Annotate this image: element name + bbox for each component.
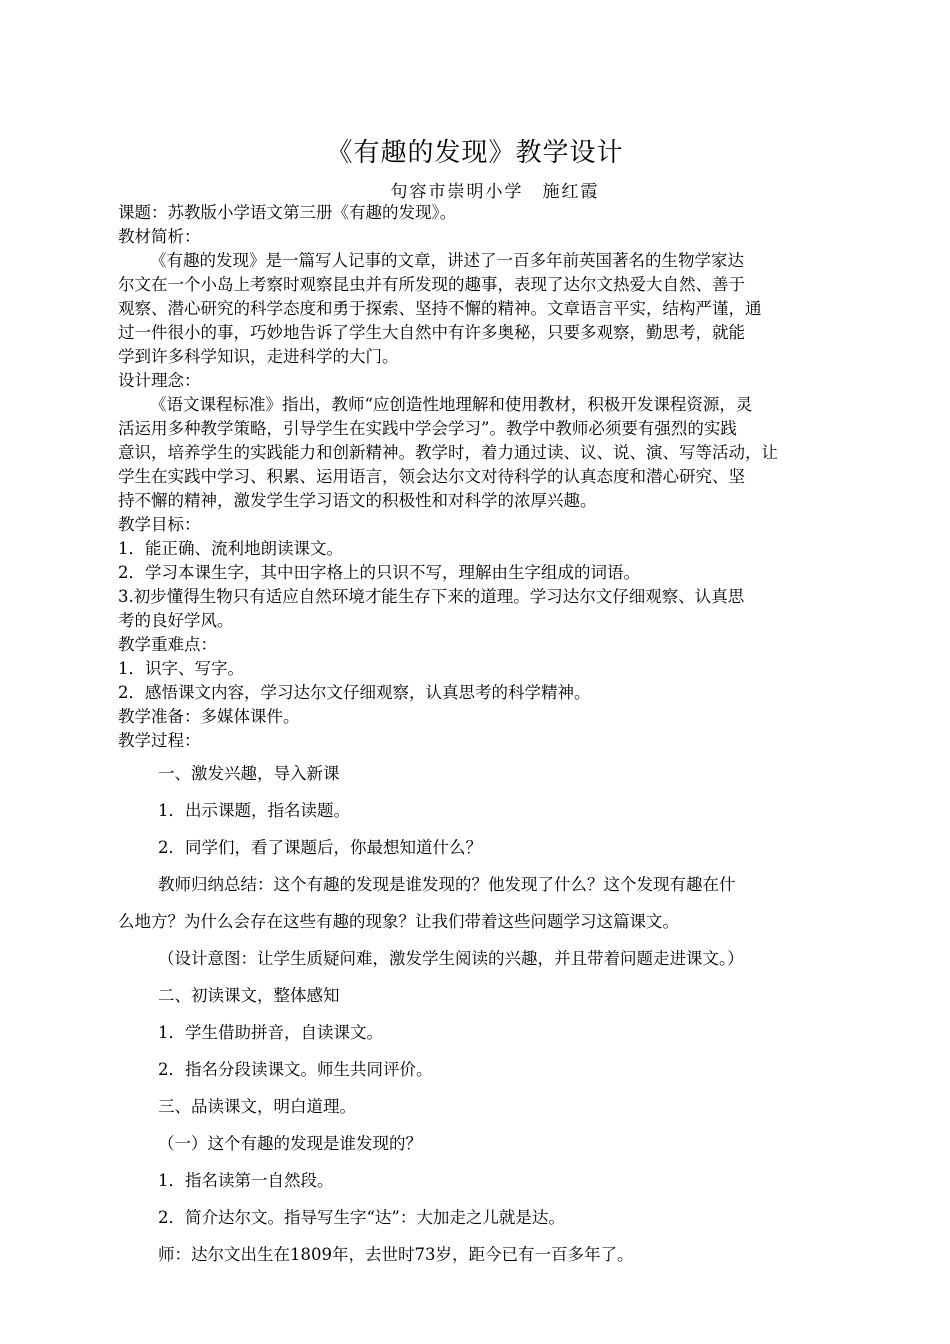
text-line: 一、激发兴趣，导入新课	[158, 764, 340, 783]
text-line: 1．指名读第一自然段。	[158, 1171, 334, 1190]
text-line: 2．指名分段读课文。师生共同评价。	[158, 1060, 433, 1079]
text-line: 过一件很小的事，巧妙地告诉了学生大自然中有许多奥秘，只要多观察，勤思考，就能	[118, 323, 745, 342]
text-line: 学生在实践中学习、积累、运用语言，领会达尔文对待科学的认真态度和潜心研究、坚	[118, 467, 745, 486]
text-line: 学到许多科学知识，走进科学的大门。	[118, 347, 399, 366]
text-line: 活运用多种教学策略，引导学生在实践中学会学习”。教学中教师必须要有强烈的实践	[118, 419, 737, 438]
text-line: 《语文课程标准》指出，教师“应创造性地理解和使用教材，积极开发课程资源，灵	[150, 395, 753, 414]
text-line: 教师归纳总结：这个有趣的发现是谁发现的？他发现了什么？这个发现有趣在什	[158, 875, 736, 894]
text-line: 意识，培养学生的实践能力和创新精神。教学时，着力通过读、议、说、演、写等活动，让	[118, 443, 778, 462]
text-line: （设计意图：让学生质疑问难，激发学生阅读的兴趣，并且带着问题走进课文。）	[158, 949, 744, 968]
text-line: 教学重难点：	[118, 635, 217, 654]
text-line: 2．简介达尔文。指导写生字“达”：大加走之儿就是达。	[158, 1208, 565, 1227]
text-line: 师：达尔文出生在1809年，去世时73岁，距今已有一百多年了。	[158, 1245, 634, 1264]
text-line: 2．感悟课文内容，学习达尔文仔细观察，认真思考的科学精神。	[118, 683, 591, 702]
text-line: 观察、潜心研究的科学态度和勇于探索、坚持不懈的精神。文章语言平实，结构严谨，通	[118, 299, 762, 318]
text-line: 1．能正确、流利地朗读课文。	[118, 539, 343, 558]
text-line: 课题：苏教版小学语文第三册《有趣的发现》。	[118, 203, 457, 222]
text-line: （一）这个有趣的发现是谁发现的？	[158, 1134, 422, 1153]
text-line: 教材简析：	[118, 227, 201, 246]
document-author: 句容市崇明小学 施红霞	[390, 182, 600, 202]
text-line: 教学过程：	[118, 731, 201, 750]
text-line: 2．学习本课生字，其中田字格上的只识不写，理解由生字组成的词语。	[118, 563, 640, 582]
text-line: 2．同学们，看了课题后，你最想知道什么？	[158, 838, 482, 857]
text-line: 三、品读课文，明白道理。	[158, 1097, 356, 1116]
text-line: 考的良好学风。	[118, 611, 234, 630]
text-line: 设计理念：	[118, 371, 201, 390]
text-line: 教学准备：多媒体课件。	[118, 707, 300, 726]
text-line: 1．识字、写字。	[118, 659, 244, 678]
text-line: 《有趣的发现》是一篇写人记事的文章，讲述了一百多年前英国著名的生物学家达	[150, 251, 744, 270]
text-line: 1．学生借助拼音，自读课文。	[158, 1023, 383, 1042]
text-line: 3.初步懂得生物只有适应自然环境才能生存下来的道理。学习达尔文仔细观察、认真思	[118, 587, 745, 606]
document-title: 《有趣的发现》教学设计	[326, 138, 624, 168]
text-line: 么地方？为什么会存在这些有趣的现象？让我们带着这些问题学习这篇课文。	[118, 912, 679, 931]
text-line: 持不懈的精神，激发学生学习语文的积极性和对科学的浓厚兴趣。	[118, 491, 597, 510]
text-line: 教学目标：	[118, 515, 201, 534]
text-line: 尔文在一个小岛上考察时观察昆虫并有所发现的趣事，表现了达尔文热爱大自然、善于	[118, 275, 745, 294]
text-line: 1．出示课题，指名读题。	[158, 801, 350, 820]
text-line: 二、初读课文，整体感知	[158, 986, 340, 1005]
